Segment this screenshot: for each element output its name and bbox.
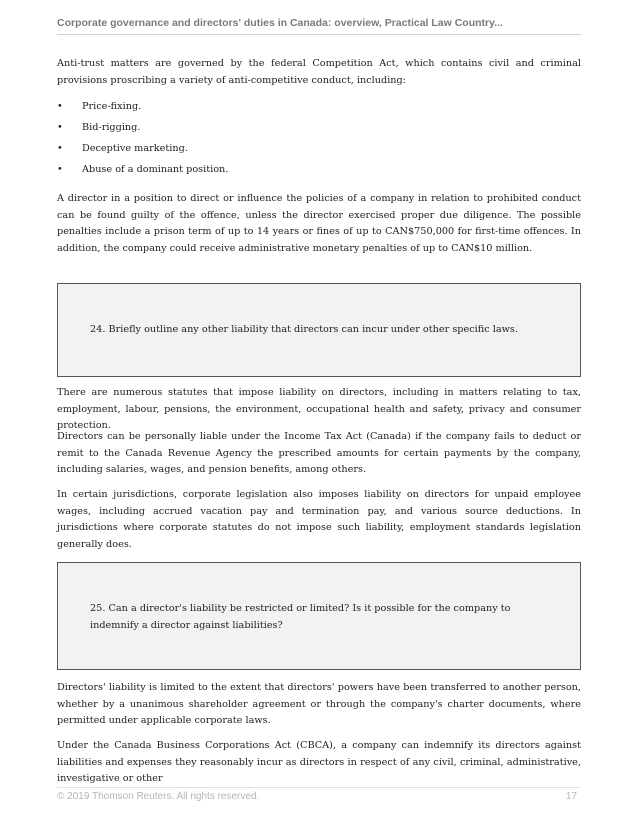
intro-paragraph: Anti-trust matters are governed by the federal Competition Act, which contains civil and criminal provisions proscribing a variety of anti-competitive conduct, including: bbox=[57, 58, 581, 86]
question-box-24 bbox=[57, 283, 581, 377]
page-number: 17 bbox=[565, 791, 577, 802]
limited-liability-paragraph: Directors' liability is limited to the extent that directors' powers have been transferred to another person, whether by a unanimous shareholder agreement or through the company's charter documents, where permitted under applicable corporate laws. bbox=[57, 682, 581, 726]
statutes-paragraph: There are numerous statutes that impose liability on directors, including in matters relating to tax, employment, labour, pensions, the environment, occupational health and safety, privacy and consumer protection. bbox=[57, 387, 581, 431]
page-header-title: Corporate governance and directors' duties in Canada: overview, Practical Law Country... bbox=[57, 17, 503, 29]
question-25-text: 25. Can a director's liability be restricted or limited? Is it possible for the company to indemnify a director against liabilities? bbox=[90, 603, 511, 631]
jurisdictions-paragraph: In certain jurisdictions, corporate legislation also imposes liability on directors for unpaid employee wages, including accrued vacation pay and termination pay, and various source deductions. In jurisdictions where corporate statutes do not impose such liability, employment standards legislation generally does. bbox=[57, 489, 581, 550]
cbca-paragraph: Under the Canada Business Corporations Act (CBCA), a company can indemnify its directors against liabilities and expenses they reasonably incur as directors in respect of any civil, criminal, administrative, investigative or other bbox=[57, 740, 581, 784]
footer-copyright: © 2019 Thomson Reuters. All rights reserved. bbox=[57, 791, 260, 802]
director-liability-paragraph: A director in a position to direct or influence the policies of a company in relation to prohibited conduct can be found guilty of the offence, unless the director exercised proper due diligence. The possible penalties include a prison term of up to 14 years or fines of up to CAN$750,000 for first-time offences. In addition, the company could receive administrative monetary penalties of up to CAN$10 million. bbox=[57, 193, 581, 254]
list-item-text: Price-fixing. bbox=[82, 101, 142, 112]
income-tax-paragraph: Directors can be personally liable under the Income Tax Act (Canada) if the company fails to deduct or remit to the Canada Revenue Agency the prescribed amounts for certain payments by the company, including salaries, wages, and pension benefits, among others. bbox=[57, 431, 581, 475]
bullet-marker: • bbox=[57, 143, 63, 154]
list-item-text: Abuse of a dominant position. bbox=[82, 164, 229, 175]
question-24-text: 24. Briefly outline any other liability that directors can incur under other specific laws. bbox=[90, 324, 518, 335]
list-item-text: Bid-rigging. bbox=[82, 122, 141, 133]
bullet-marker: • bbox=[57, 164, 63, 175]
list-item-text: Deceptive marketing. bbox=[82, 143, 188, 154]
bullet-marker: • bbox=[57, 122, 63, 133]
header-divider bbox=[57, 34, 581, 35]
footer-divider bbox=[57, 787, 581, 788]
question-box-25 bbox=[57, 562, 581, 670]
bullet-marker: • bbox=[57, 101, 63, 112]
